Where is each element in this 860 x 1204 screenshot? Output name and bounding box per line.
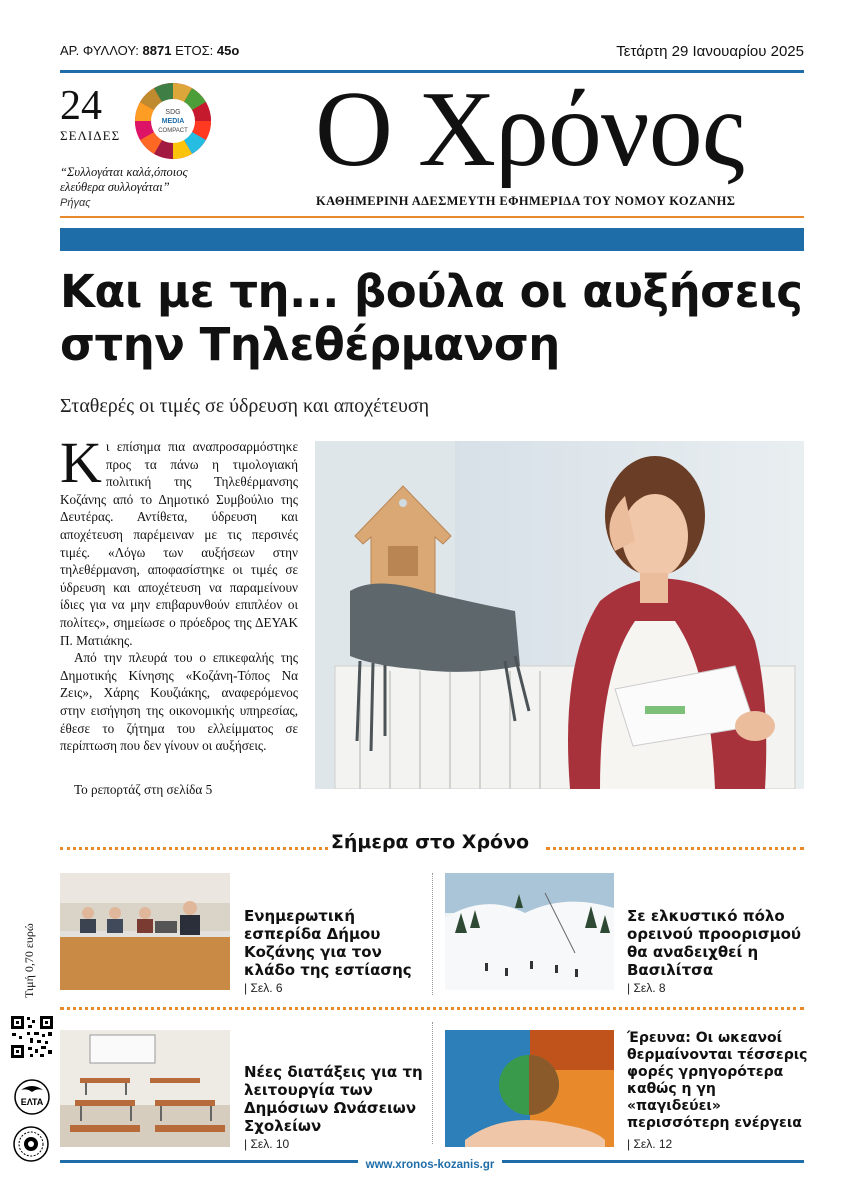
issue-number: 8871 — [142, 43, 172, 58]
story-1-page: | Σελ. 6 — [244, 981, 283, 995]
story-3-page: | Σελ. 10 — [244, 1137, 290, 1151]
year-number: 45ο — [216, 43, 240, 58]
qr-code-icon[interactable] — [10, 1015, 54, 1059]
motto-quote — [60, 165, 188, 195]
lead-paragraph-1 — [60, 430, 298, 649]
pages-count: 24 — [60, 83, 102, 129]
pages-label: ΣΕΛΙΔΕΣ — [60, 128, 121, 143]
sdg-text-1: SDG — [165, 109, 181, 116]
sdg-text-2: MEDIA — [161, 118, 185, 125]
stories-vertical-divider-top — [432, 873, 433, 995]
story-3-title[interactable]: Νέες διατάξεις για τη λειτουργία των Δημόσιων Ωνάσειων Σχολείων — [244, 1063, 423, 1135]
masthead-tagline: ΚΑΘΗΜΕΡΙΝΗ ΑΔΕΣΜΕΥΤΗ ΕΦΗΜΕΡΙΔΑ ΤΟΥ ΝΟΜΟΥ ΚΟΖΑΝΗΣ — [316, 194, 736, 208]
lead-headline — [60, 265, 820, 371]
section-title: Σήμερα στο Χρόνο — [330, 831, 530, 853]
lead-headline-line-2: στην Τηλεθέρμανση — [60, 318, 560, 371]
sdg-media-compact-logo — [134, 82, 212, 160]
motto-line-1: “Συλλογάται καλά,όποιος — [60, 165, 188, 179]
story-1-photo — [60, 873, 230, 990]
issue-date: Τετάρτη 29 Ιανουαρίου 2025 — [616, 43, 804, 60]
lead-paragraph-1-text: ι επίσημα πια αναπροσαρμόστηκε προς τα πάνω η τιμολογιακή πολιτική της Τηλεθέρμανσης Κοζάνης από το Δημοτικό Συμβούλιο της Δευτέρας. Αντίθετα, ύδρευση και αποχέτευση παρέμειναν με τις περσινές τιμές. «Λόγω των αυξήσεων στην τηλεθέρμανση, αποφασίστηκε οι τιμές σε ύδρευση και αποχέτευση να παραμείνουν ίδιες για να μην επιβαρυνθούν επιπλέον οι πολίτες», σημείωσε ο πρόεδρος της ΔΕΥΑΚ Π. Ματιάκης. — [60, 439, 298, 648]
sdg-text-3: COMPACT — [158, 128, 188, 134]
issue-info — [60, 43, 239, 58]
lead-article-body — [60, 430, 298, 755]
lead-photo-woman-radiator — [315, 441, 804, 789]
story-2-photo — [445, 873, 614, 990]
elta-logo-icon — [13, 1078, 51, 1116]
lead-subhead: Σταθερές οι τιμές σε ύδρευση και αποχέτευση — [60, 395, 430, 417]
price-label — [18, 880, 38, 1000]
story-2-page: | Σελ. 8 — [627, 981, 666, 995]
drop-cap: Κ — [60, 430, 102, 495]
lead-paragraph-2: Από την πλευρά του ο επικεφαλής της Δημοτικής Κίνησης «Κοζάνη-Τόπος Να Ζεις», Χάρης Κουζιάκης, αναφερόμενος στην εισήγηση της οικονομικής υπηρεσίας, έθεσε το ζήτημα του ελλείμματος σε περίπτωση που δεν γίνουν οι αυξήσεις. — [60, 650, 298, 754]
story-2-title[interactable]: Σε ελκυστικό πόλο ορεινού προορισμού θα αναδειχθεί η Βασιλίτσα — [627, 907, 802, 979]
issue-prefix: ΑΡ. ΦΥΛΛΟΥ: — [60, 43, 139, 58]
report-page-reference: Το ρεπορτάζ στη σελίδα 5 — [74, 782, 213, 797]
motto-author: Ρήγας — [60, 197, 91, 209]
story-4-title[interactable]: Έρευνα: Οι ωκεανοί θερμαίνονται τέσσερις φορές γρηγορότερα καθώς η γη «παγιδεύει» περισσότερη ενέργεια — [627, 1030, 808, 1131]
footer-url-wrap — [0, 1153, 860, 1172]
story-4-page: | Σελ. 12 — [627, 1137, 673, 1151]
price-text: Τιμή 0,70 ευρώ — [22, 923, 36, 998]
stories-vertical-divider-bottom — [432, 1022, 433, 1144]
masthead-blue-band — [60, 228, 804, 251]
elta-text: ΕΛΤΑ — [20, 1097, 44, 1107]
story-1-title[interactable]: Ενημερωτική εσπερίδα Δήμου Κοζάνης για τον κλάδο της εστίασης — [244, 907, 412, 979]
year-prefix: ΕΤΟΣ: — [175, 43, 214, 58]
story-3-photo — [60, 1030, 230, 1147]
motto-line-2: ελεύθερα συλλογάται” — [60, 180, 170, 194]
footer-url-link[interactable]: www.xronos-kozanis.gr — [358, 1159, 503, 1171]
masthead-orange-rule — [60, 216, 804, 218]
masthead-title: Ο Χρόνος — [315, 70, 744, 189]
lead-headline-line-1: Και με τη... βούλα οι αυξήσεις — [60, 265, 803, 318]
story-4-photo — [445, 1030, 614, 1147]
stories-row-divider — [60, 1007, 804, 1010]
